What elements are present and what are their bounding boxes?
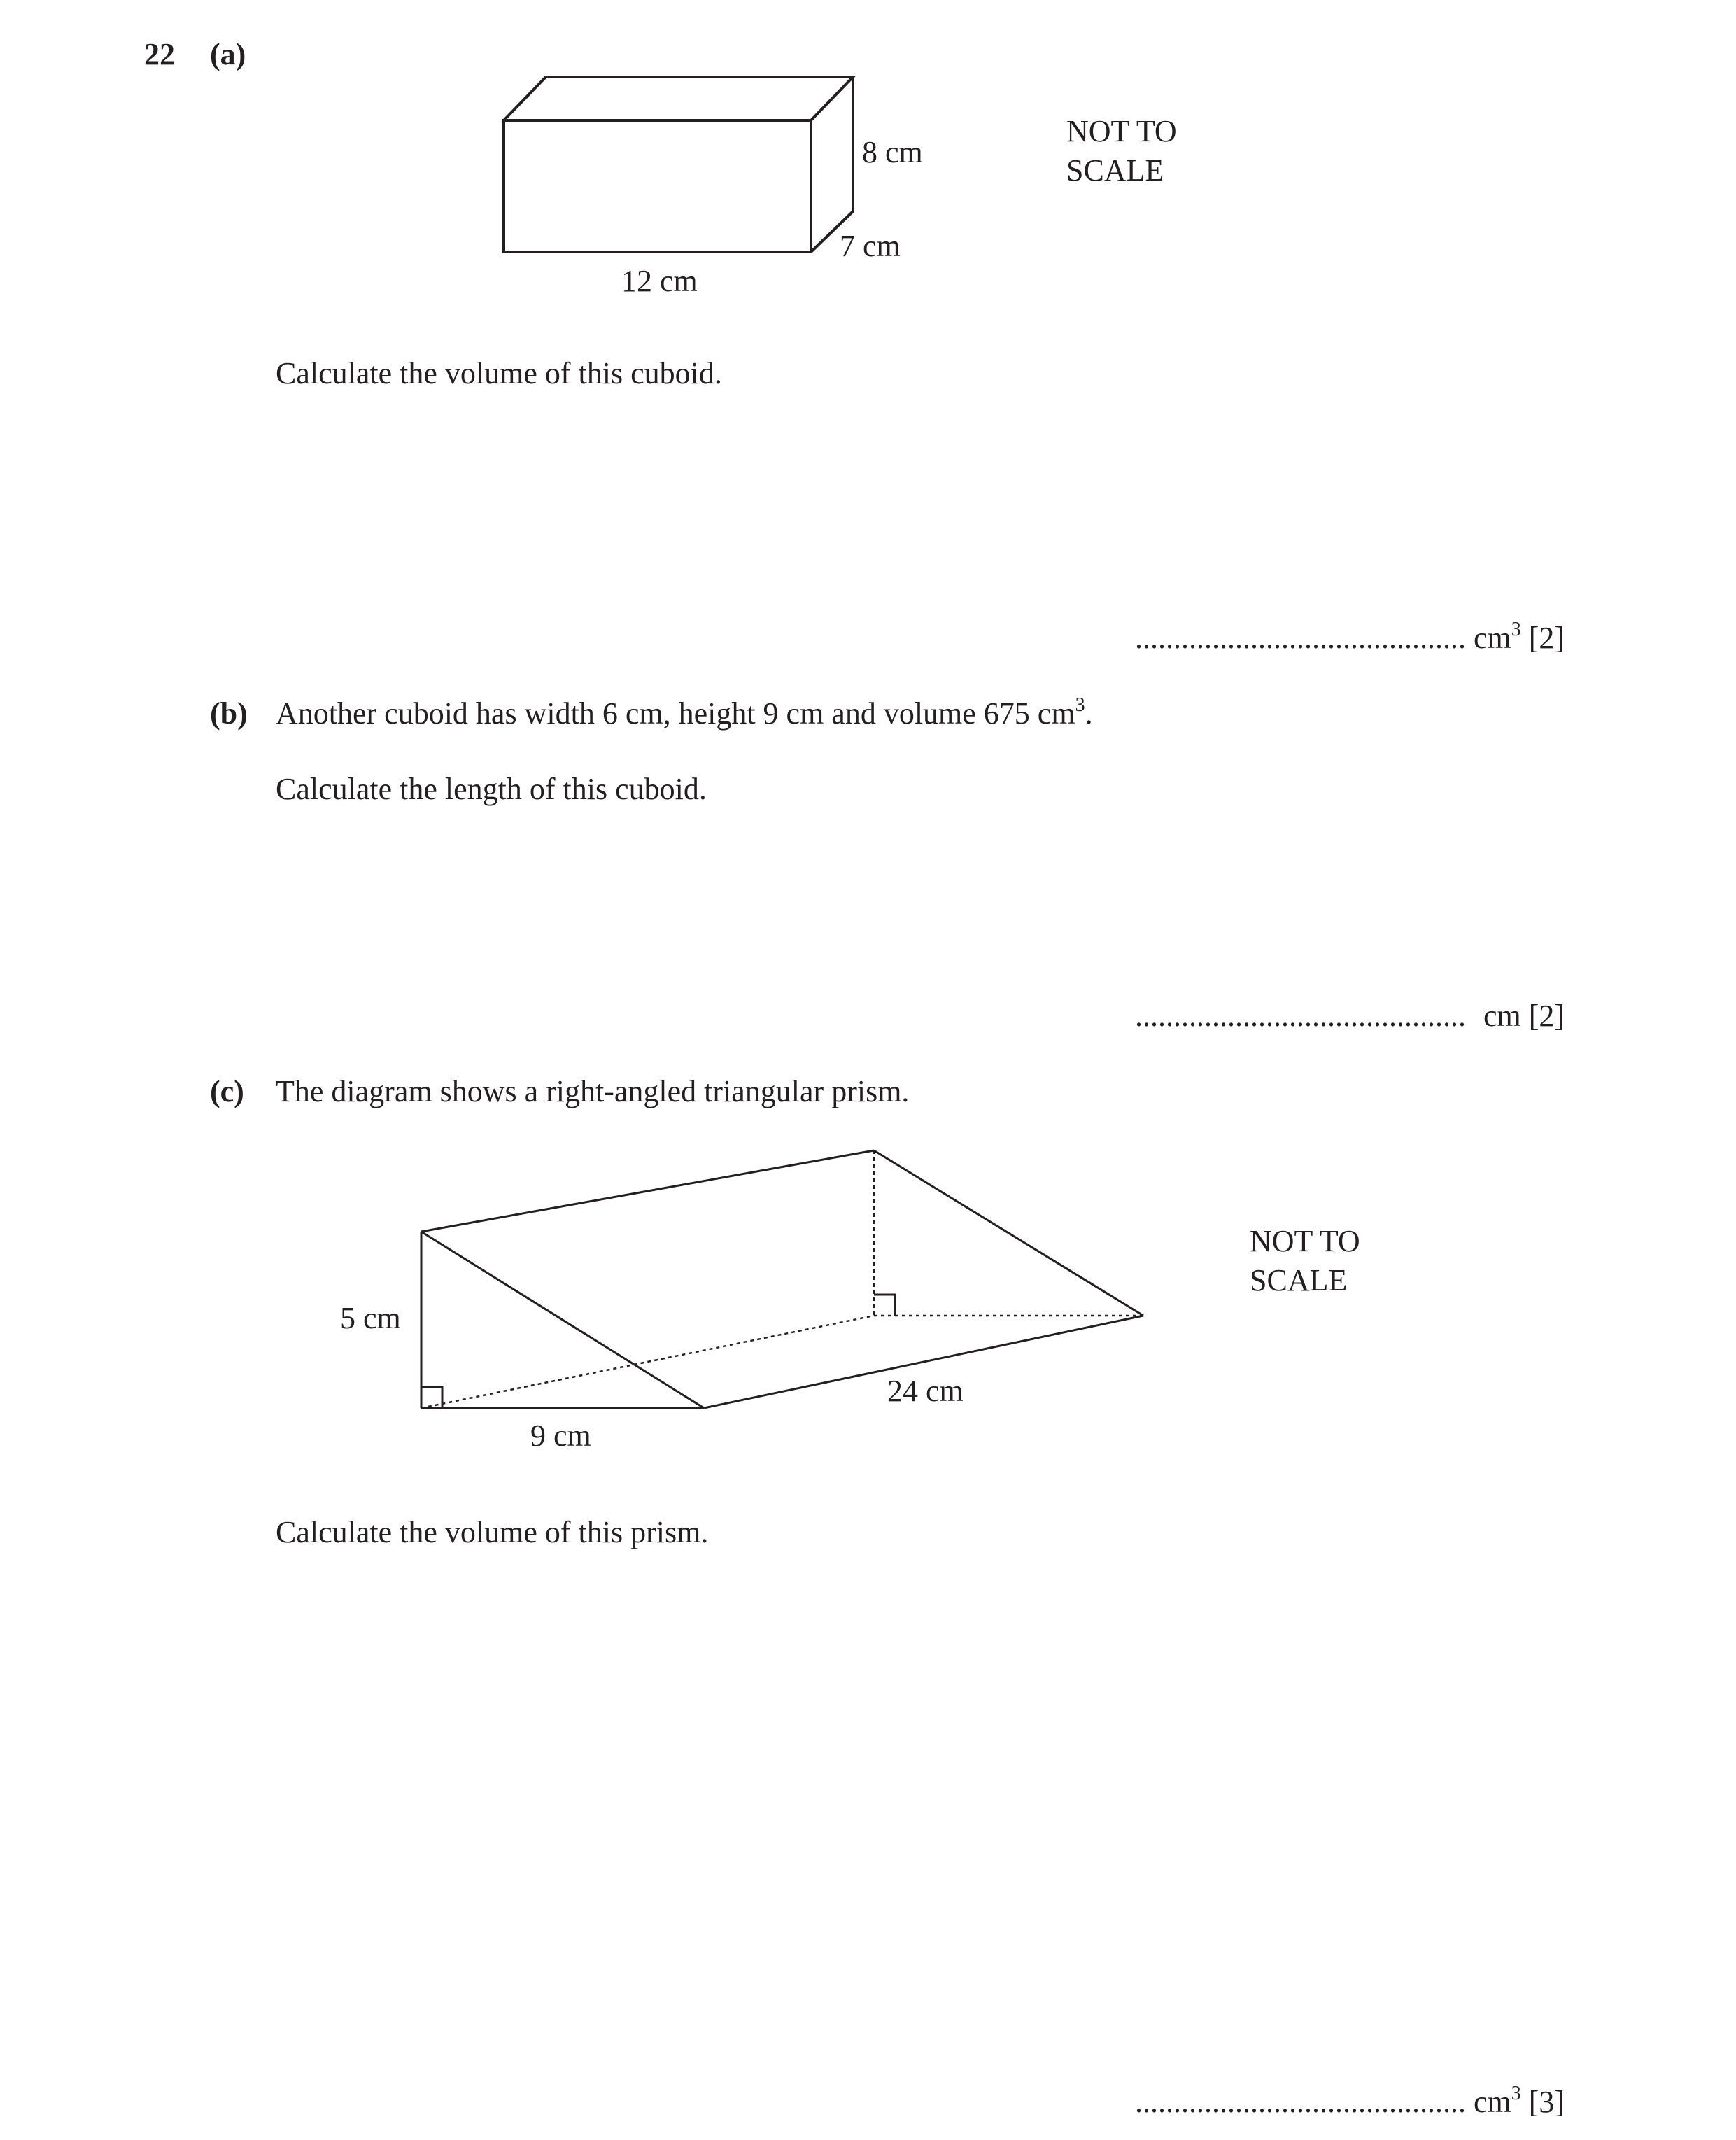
part-c-intro: The diagram shows a right-angled triangular prism. [276, 1074, 910, 1108]
part-a-instruction: Calculate the volume of this cuboid. [276, 356, 722, 390]
prism-front-slant-edge [421, 1232, 704, 1408]
not-to-scale-note-a-line2: SCALE [1066, 153, 1164, 188]
answer-line-c [1135, 2083, 1565, 2119]
answer-dots-a[interactable]: ........................................... [1135, 621, 1466, 655]
marks-a: [2] [1528, 621, 1565, 655]
part-b-label: (b) [210, 696, 248, 731]
prism-height-label: 5 cm [340, 1301, 401, 1335]
cuboid-depth-label: 7 cm [840, 229, 901, 263]
part-a-label: (a) [210, 37, 246, 71]
prism-top-edge [421, 1150, 874, 1232]
answer-dots-b[interactable]: ........................................... [1135, 999, 1466, 1033]
part-b-instruction: Calculate the length of this cuboid. [276, 772, 707, 806]
answer-unit-c: cm [1474, 2085, 1511, 2119]
not-to-scale-note-c-line1: NOT TO [1250, 1224, 1360, 1258]
answer-unit-power-c: 3 [1511, 2083, 1521, 2104]
answer-dots-c[interactable]: ........................................... [1135, 2085, 1466, 2119]
part-c-instruction: Calculate the volume of this prism. [276, 1515, 709, 1549]
question-number: 22 [144, 37, 175, 71]
cuboid-height-label: 8 cm [862, 135, 923, 169]
right-angle-marker-back [874, 1295, 895, 1316]
part-b-text-main: Another cuboid has width 6 cm, height 9 cm and volume 675 cm [276, 696, 1075, 731]
prism-hidden-bottom-edge [421, 1316, 874, 1408]
prism-back-slant-edge [874, 1150, 1143, 1316]
answer-unit-b: cm [1483, 999, 1521, 1033]
not-to-scale-note-a-line1: NOT TO [1066, 114, 1177, 148]
cuboid-top-face [504, 77, 853, 120]
answer-unit-power-a: 3 [1511, 619, 1521, 640]
cuboid-side-face [811, 77, 853, 252]
cuboid-front-face [504, 120, 811, 252]
answer-line-b [1135, 1001, 1565, 1032]
not-to-scale-note-c-line2: SCALE [1250, 1263, 1348, 1297]
part-b-text [276, 694, 1093, 731]
marks-b: [2] [1528, 999, 1565, 1033]
prism-base-label: 9 cm [530, 1419, 591, 1453]
part-b-text-end: . [1085, 696, 1093, 731]
right-angle-marker-front [421, 1387, 442, 1408]
answer-unit-a: cm [1474, 621, 1511, 655]
answer-line-a [1135, 619, 1565, 655]
part-c-label: (c) [210, 1074, 244, 1108]
marks-c: [3] [1528, 2085, 1565, 2119]
part-b-text-power: 3 [1075, 694, 1085, 716]
prism-length-label: 24 cm [887, 1374, 964, 1408]
cuboid-length-label: 12 cm [621, 264, 698, 298]
